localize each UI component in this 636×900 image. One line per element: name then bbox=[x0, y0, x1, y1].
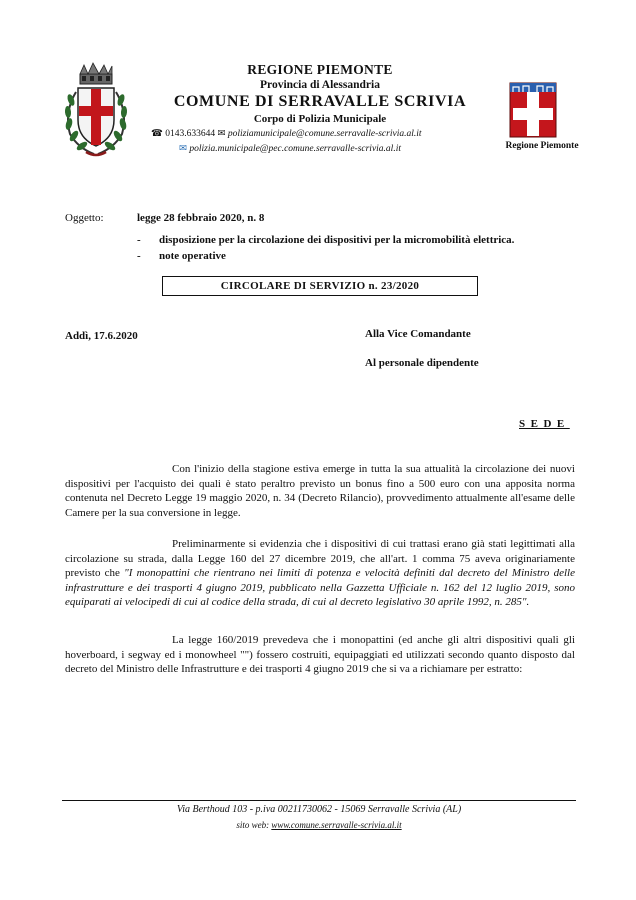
region-title: REGIONE PIEMONTE bbox=[247, 62, 393, 77]
contact-line bbox=[151, 128, 422, 139]
paragraph-text: La legge 160/2019 prevedeva che i monopattini (ed anche gli altri dispositivi quali gli hoverboard, i segway ed i monowheel "") fossero costruiti, equipaggiati ed utilizzati secondo quanto disposto dal decreto del Ministro delle Infrastrutture e dei trasporti 4 giugno 2019 che si va a richiamare per estratto: bbox=[65, 634, 575, 675]
dash-bullet: - bbox=[137, 234, 141, 246]
recipient: Alla Vice Comandante bbox=[365, 328, 471, 340]
pec-link[interactable]: polizia.municipale@pec.comune.serravalle-scrivia.al.it bbox=[189, 144, 401, 154]
comune-name: COMUNE DI SERRAVALLE SCRIVIA bbox=[173, 93, 467, 110]
law-quote: "I monopattini che rientrano nei limiti di potenza e velocità definiti dal decreto del Ministro delle infrastrutture e dei trasporti 4 giugno 2019, pubblicato nella Gazzetta Ufficiale n. 162 del 12 luglio 2019, sono equiparati ai velocipedi di cui al codice della strada, di cui al decreto legislativo 30 aprile 1992, n. 285". bbox=[65, 567, 575, 608]
paragraph-text: Preliminarmente si evidenzia che i dispositivi di cui trattasi erano già stati legittimati alla circolazione su strada, dalla Legge 160 del 27 dicembre 2019, che all'art. 1 comma 75 aveva originariamente previsto che bbox=[65, 538, 575, 579]
dash-bullet: - bbox=[137, 250, 141, 262]
oggetto-label: Oggetto: bbox=[65, 212, 104, 224]
footer-address: Via Berthoud 103 - p.iva 00211730062 - 15069 Serravalle Scrivia (AL) bbox=[176, 804, 462, 815]
sede-label: SEDE bbox=[519, 418, 570, 430]
phone-icon: ☎ bbox=[151, 129, 163, 139]
body-paragraph bbox=[65, 462, 575, 520]
department-name: Corpo di Polizia Municipale bbox=[253, 113, 387, 125]
paragraph-text: Con l'inizio della stagione estiva emerge in tutta la sua attualità la circolazione dei nuovi dispositivi per l'acquisto dei quali è stato peraltro previsto un bonus fino a 500 euro con una apposita norma contenuta nel Decreto Legge 19 maggio 2020, n. 34 (Decreto Rilancio), provvedimento attualmente all'esame delle Camere per la sua conversione in legge. bbox=[65, 463, 575, 519]
phone-number: 0143.633644 bbox=[165, 129, 216, 139]
oggetto-text: legge 28 febbraio 2020, n. 8 bbox=[137, 212, 265, 224]
pec-icon: ✉ bbox=[179, 144, 187, 154]
body-paragraph bbox=[65, 633, 575, 677]
circolare-title: CIRCOLARE DI SERVIZIO n. 23/2020 bbox=[162, 276, 478, 296]
footer-divider bbox=[62, 800, 576, 801]
oggetto-item-text: disposizione per la circolazione dei dispositivi per la micromobilità elettrica. bbox=[159, 234, 515, 246]
recipient: Al personale dipendente bbox=[365, 357, 479, 369]
regione-label: Regione Piemonte bbox=[505, 141, 579, 151]
oggetto-item bbox=[137, 234, 514, 246]
mail-icon: ✉ bbox=[217, 129, 226, 139]
date-line: Addì, 17.6.2020 bbox=[65, 330, 138, 342]
body-paragraph bbox=[65, 537, 575, 610]
oggetto-item-text: note operative bbox=[159, 250, 226, 262]
email-link[interactable]: poliziamunicipale@comune.serravalle-scrivia.al.it bbox=[227, 129, 422, 139]
coat-of-arms-logo bbox=[60, 62, 132, 160]
website-label: sito web: bbox=[236, 820, 272, 830]
oggetto-item bbox=[137, 250, 226, 262]
pec-line bbox=[179, 143, 401, 154]
website-link[interactable]: www.comune.serravalle-scrivia.al.it bbox=[271, 820, 402, 830]
regione-piemonte-logo bbox=[509, 82, 557, 138]
footer-website bbox=[62, 820, 576, 830]
province-name: Provincia di Alessandria bbox=[260, 79, 380, 91]
